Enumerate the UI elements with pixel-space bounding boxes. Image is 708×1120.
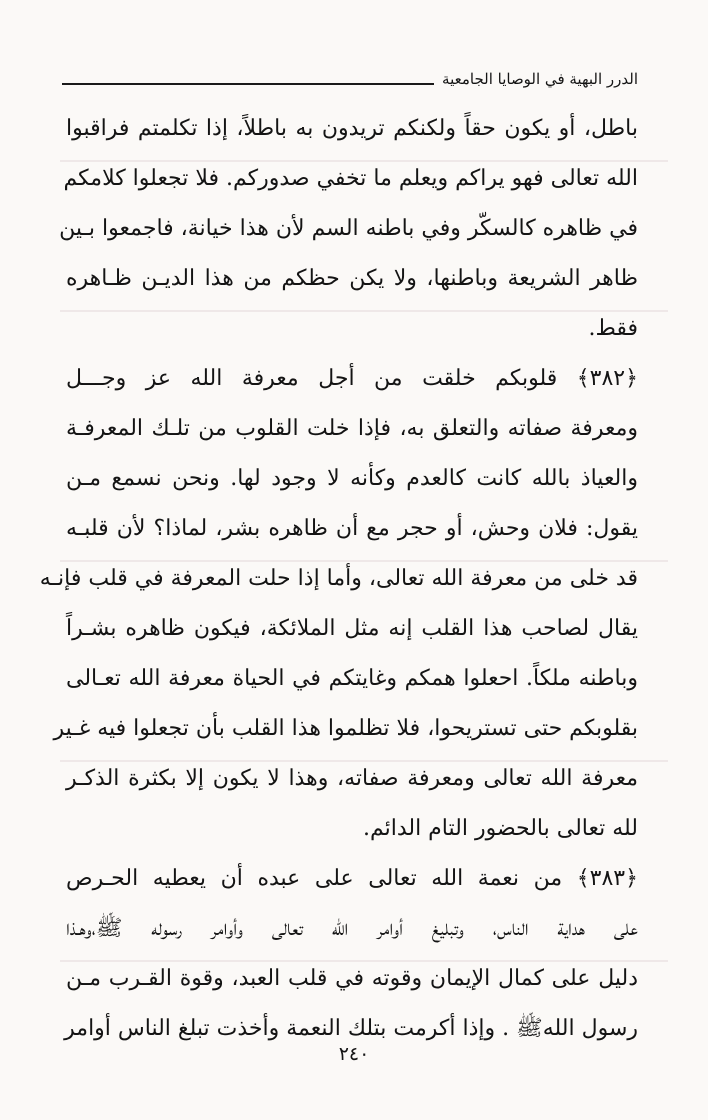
text-line: ومعرفة صفاته والتعلق به، فإذا خلت القلوب من تلـك المعرفـة [66, 416, 638, 441]
text-line: وباطنه ملكاً. احعلوا همكم وغايتكم في الحياة معرفة الله تعـالى [66, 666, 638, 691]
body-text [39, 104, 638, 1054]
text-line: فقط. [588, 316, 638, 341]
text-line: باطل، أو يكون حقاً ولكنكم تريدون به باطلاً، إذا تكلمتم فراقبوا [66, 116, 638, 141]
page-number: ٢٤٠ [338, 1043, 370, 1065]
text-line: يقول: فلان وحش، أو حجر مع أن ظاهره بشر، لماذا؟ لأن قلبـه [66, 516, 638, 541]
running-header [62, 70, 638, 88]
text-line: على هداية الناس، وتبليغ أوامر الله تعالى وأوامر رسوله ﷺ،وهـذا [66, 916, 638, 941]
header-rule [62, 83, 434, 85]
text-line: الله تعالى فهو يراكم ويعلم ما تخفي صدوركم. فلا تجعلوا كلامكم [63, 166, 638, 191]
text-line: ظاهر الشريعة وباطنها، ولا يكن حظكم من هذا الديـن ظـاهره [66, 266, 638, 291]
text-line: بقلوبكم حتى تستريحوا، فلا تظلموا هذا القلب بأن تجعلوا فيه غـير [53, 716, 638, 741]
text-line: رسول اللهﷺ . وإذا أكرمت بتلك النعمة وأخذت تبلغ الناس أوامر [64, 1016, 638, 1041]
text-line: يقال لصاحب هذا القلب إنه مثل الملائكة، فيكون ظاهره بشـراً [66, 616, 638, 641]
text-line: قد خلى من معرفة الله تعالى، وأما إذا حلت المعرفة في قلب فإنـه [39, 566, 638, 591]
text-line: في ظاهره كالسكّر وفي باطنه السم لأن هذا خيانة، فاجمعوا بـين [59, 216, 638, 241]
text-line: لله تعالى بالحضور التام الدائم. [362, 816, 638, 841]
text-line: والعياذ بالله كانت كالعدم وكأنه لا وجود لها. ونحن نسمع مـن [66, 466, 638, 491]
text-line: معرفة الله تعالى ومعرفة صفاته، وهذا لا يكون إلا بكثرة الذكـر [66, 766, 638, 791]
text-line: دليل على كمال الإيمان وقوته في قلب العبد، وقوة القـرب مـن [66, 966, 638, 991]
paragraph-383-start: ﴿٣٨٣﴾ من نعمة الله تعالى على عبده أن يعطيه الحـرص [66, 866, 638, 891]
header-title: الدرر البهية في الوصايا الجامعية [442, 70, 638, 88]
paragraph-382-start: ﴿٣٨٢﴾ قلوبكم خلقت من أجل معرفة الله عز وجـــل [66, 366, 638, 391]
